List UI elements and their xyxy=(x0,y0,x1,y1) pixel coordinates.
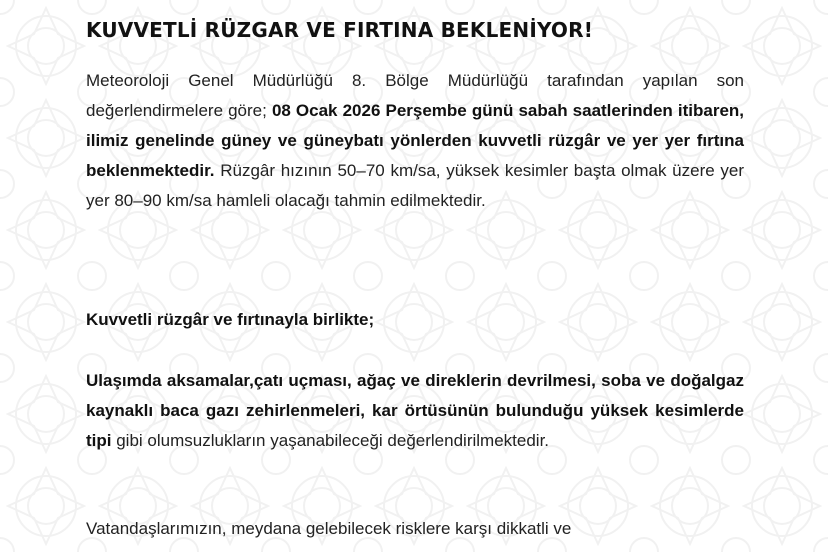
paragraph-effects xyxy=(86,366,744,456)
paragraph-advice xyxy=(86,514,744,544)
effects-subheading: Kuvvetli rüzgâr ve fırtınayla birlikte; xyxy=(86,310,375,329)
forecast-highlight: 08 Ocak 2026 Perşembe günü sabah saatlerinden itibaren, ilimiz genelinde güney ve güneybatı yönlerden kuvvetli rüzgâr ve yer yer fırtına beklenmektedir. xyxy=(86,101,745,180)
forecast-details: Rüzgâr hızının 50–70 km/sa, yüksek kesimler başta olmak üzere yer yer 80–90 km/sa hamleli olacağı tahmin edilmektedir. xyxy=(86,161,744,210)
effects-details: gibi olumsuzlukların yaşanabileceği değerlendirilmektedir. xyxy=(111,431,550,450)
advice-text: Vatandaşlarımızın, meydana gelebilecek risklere karşı dikkatli ve xyxy=(86,519,572,538)
announcement-title: KUVVETLİ RÜZGAR VE FIRTINA BEKLENİYOR! xyxy=(86,18,594,42)
forecast-intro: Meteoroloji Genel Müdürlüğü 8. Bölge Müdürlüğü tarafından yapılan son değerlendirmelere göre; xyxy=(86,71,744,120)
paragraph-forecast xyxy=(86,66,744,216)
effects-highlight: Ulaşımda aksamalar,çatı uçması, ağaç ve direklerin devrilmesi, soba ve doğalgaz kaynaklı baca gazı zehirlenmeleri, kar örtüsünün bulunduğu yüksek kesimlerde tipi xyxy=(86,371,744,450)
